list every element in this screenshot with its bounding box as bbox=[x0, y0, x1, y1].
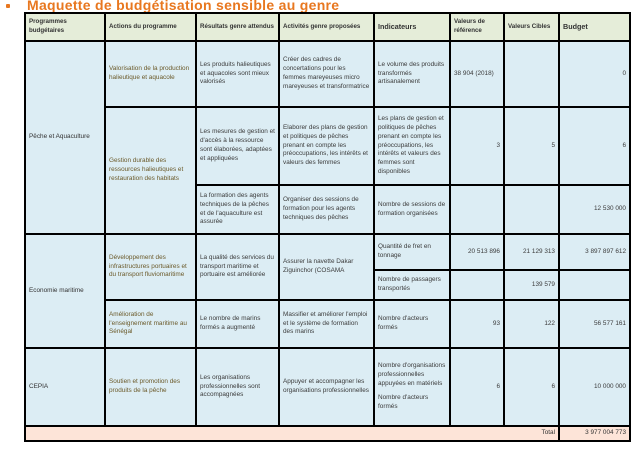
indicator-cell bbox=[374, 348, 450, 426]
result-cell: Les produits halieutiques et aquacoles sont mieux valorisés bbox=[196, 41, 279, 107]
table-row bbox=[25, 348, 630, 426]
indicator-cell: Le volume des produits transformés artisanalement bbox=[374, 41, 450, 107]
target-cell bbox=[504, 185, 559, 234]
action-cell: Gestion durable des ressources halieutiques et restauration des habitats bbox=[105, 107, 196, 234]
header-valeurs-cibles: Valeurs Cibles bbox=[504, 13, 559, 41]
action-cell: Amélioration de l'enseignement maritime au Sénégal bbox=[105, 300, 196, 348]
indicator-line: Nombre d'organisations professionnelles appuyées en matériels bbox=[378, 362, 446, 387]
budget-cell: 0 bbox=[559, 41, 630, 107]
activity-cell: Massifier et améliorer l'emploi et le système de formation des marins bbox=[279, 300, 374, 348]
action-cell: Soutien et promotion des produits de la pêche bbox=[105, 348, 196, 426]
result-cell: La qualité des services du transport maritime et portuaire est améliorée bbox=[196, 234, 279, 300]
reference-cell: 3 bbox=[450, 107, 504, 185]
indicator-cell: Les plans de gestion et politiques de pêches prenant en compte les préoccupations, les intérêts et valeurs des femmes sont disponibles bbox=[374, 107, 450, 185]
action-cell: Développement des infrastructures portuaires et du transport fluviomaritime bbox=[105, 234, 196, 300]
indicator-cell: Nombre de passagers transportés bbox=[374, 270, 450, 300]
budget-cell: 12 530 000 bbox=[559, 185, 630, 234]
target-cell: 6 bbox=[504, 348, 559, 426]
table-row bbox=[25, 107, 630, 185]
total-label: Total bbox=[25, 426, 559, 441]
header-actions: Actions du programme bbox=[105, 13, 196, 41]
table-row bbox=[25, 41, 630, 107]
budget-cell: 3 897 897 612 bbox=[559, 234, 630, 270]
budget-cell bbox=[559, 270, 630, 300]
target-cell: 5 bbox=[504, 107, 559, 185]
budget-cell: 10 000 000 bbox=[559, 348, 630, 426]
header-budget: Budget bbox=[559, 13, 630, 41]
budget-table bbox=[24, 12, 631, 442]
result-cell: Le nombre de marins formés a augmenté bbox=[196, 300, 279, 348]
reference-cell: 20 513 896 bbox=[450, 234, 504, 270]
indicator-cell: Nombre de sessions de formation organisées bbox=[374, 185, 450, 234]
total-row bbox=[25, 426, 630, 441]
indicator-cell: Quantité de fret en tonnage bbox=[374, 234, 450, 270]
action-cell: Valorisation de la production halieutique et aquacole bbox=[105, 41, 196, 107]
indicator-line: Nombre d'acteurs formés bbox=[378, 394, 429, 411]
target-cell: 122 bbox=[504, 300, 559, 348]
header-row bbox=[25, 13, 630, 41]
budget-cell: 6 bbox=[559, 107, 630, 185]
program-name: Pêche et Aquaculture bbox=[25, 41, 105, 234]
program-name: CEPIA bbox=[25, 348, 105, 426]
indicator-cell: Nombre d'acteurs formés bbox=[374, 300, 450, 348]
target-cell: 21 129 313 bbox=[504, 234, 559, 270]
reference-cell: 93 bbox=[450, 300, 504, 348]
header-resultats: Résultats genre attendus bbox=[196, 13, 279, 41]
target-cell: 139 579 bbox=[504, 270, 559, 300]
program-name: Economie maritime bbox=[25, 234, 105, 348]
activity-cell: Appuyer et accompagner les organisations professionnelles bbox=[279, 348, 374, 426]
activity-cell: Elaborer des plans de gestion et politiques de pêches prenant en compte les préoccupations, les intérêts et valeurs des femmes bbox=[279, 107, 374, 185]
activity-cell: Créer des cadres de concertations pour les femmes mareyeuses micro mareyeuses et transformatrice bbox=[279, 41, 374, 107]
header-programmes: Programmes budgétaires bbox=[25, 13, 105, 41]
reference-cell: 38 904 (2018) bbox=[450, 41, 504, 107]
reference-cell bbox=[450, 185, 504, 234]
header-valeurs-reference: Valeurs de référence bbox=[450, 13, 504, 41]
header-activites: Activités genre proposées bbox=[279, 13, 374, 41]
result-cell: Les organisations professionnelles sont accompagnées bbox=[196, 348, 279, 426]
header-indicateurs: Indicateurs bbox=[374, 13, 450, 41]
reference-cell: 6 bbox=[450, 348, 504, 426]
result-cell: Les mesures de gestion et d'accès à la ressource sont élaborées, adaptées et appliquées bbox=[196, 107, 279, 185]
bullet-icon bbox=[6, 4, 10, 8]
target-cell bbox=[504, 41, 559, 107]
total-value: 3 977 004 773 bbox=[559, 426, 630, 441]
activity-cell: Organiser des sessions de formation pour les agents techniques des pêches bbox=[279, 185, 374, 234]
budget-cell: 56 577 161 bbox=[559, 300, 630, 348]
table-row bbox=[25, 234, 630, 270]
table-row bbox=[25, 300, 630, 348]
reference-cell bbox=[450, 270, 504, 300]
page-title: Maquette de budgétisation sensible au genre bbox=[27, 0, 340, 13]
result-cell: La formation des agents techniques de la pêches et de l'aquaculture est assurée bbox=[196, 185, 279, 234]
activity-cell: Assurer la navette Dakar Ziguinchor (COSAMA bbox=[279, 234, 374, 300]
